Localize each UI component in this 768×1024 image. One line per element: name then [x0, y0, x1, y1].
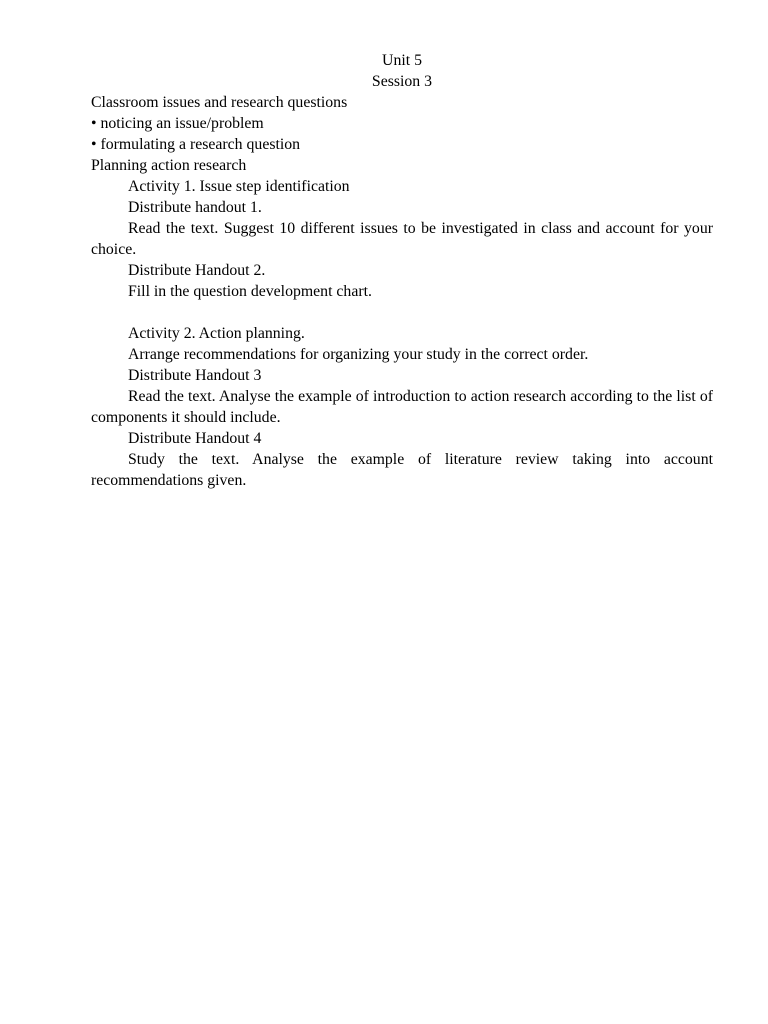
activity2-title: Activity 2. Action planning. [128, 325, 305, 342]
unit-heading: Unit 5 [382, 52, 422, 69]
activity1-task2: Fill in the question development chart. [128, 283, 372, 300]
planning-title: Planning action research [91, 157, 247, 174]
activity1-title: Activity 1. Issue step identification [128, 178, 350, 195]
activity1-task1: Read the text. Suggest 10 different issues to be investigated in class and account for your choice. [91, 220, 713, 258]
section-title: Classroom issues and research questions [91, 94, 348, 111]
bullet-item: • noticing an issue/problem [91, 115, 264, 132]
activity2-handout4: Distribute Handout 4 [128, 430, 262, 447]
activity2-handout3: Distribute Handout 3 [128, 367, 262, 384]
activity2-task3: Study the text. Analyse the example of literature review taking into account recommendations given. [91, 451, 713, 489]
activity2-task2: Read the text. Analyse the example of introduction to action research according to the list of components it should include. [91, 388, 713, 426]
activity2-task1: Arrange recommendations for organizing your study in the correct order. [128, 346, 589, 363]
activity1-handout1: Distribute handout 1. [128, 199, 262, 216]
spacer [91, 302, 713, 323]
document-page [91, 50, 713, 491]
session-heading: Session 3 [371, 73, 433, 90]
activity1-handout2: Distribute Handout 2. [128, 262, 266, 279]
bullet-item: • formulating a research question [91, 136, 301, 153]
